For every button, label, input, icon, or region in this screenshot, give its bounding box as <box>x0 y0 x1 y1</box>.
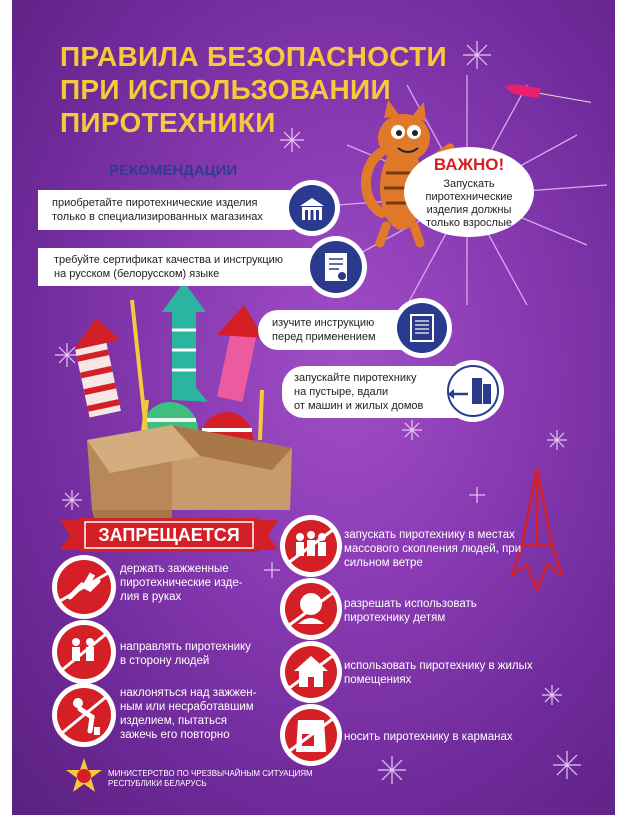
recommendations-heading: РЕКОМЕНДАЦИИ <box>109 162 238 179</box>
forbidden-text-line: помещениях <box>344 674 412 686</box>
recommendation-text: на пустыре, вдали <box>294 386 389 398</box>
forbidden-text-line: носить пиротехнику в карманах <box>344 731 513 743</box>
aim-at-people-icon <box>52 620 116 684</box>
title-line-2: ПРИ ИСПОЛЬЗОВАНИИ <box>60 74 391 105</box>
recommendation-item-location <box>282 366 462 418</box>
ministry-emblem <box>64 756 104 796</box>
forbidden-item-text <box>344 730 513 744</box>
forbidden-text-line: наклоняться над зажжен- <box>120 687 257 699</box>
store-icon <box>284 180 340 236</box>
recommendation-text: запускайте пиротехнику <box>294 372 417 384</box>
recommendation-item-certificate <box>38 248 328 286</box>
book-icon <box>392 298 452 358</box>
ministry-line: МИНИСТЕРСТВО ПО ЧРЕЗВЫЧАЙНЫМ СИТУАЦИЯМ <box>108 769 313 778</box>
recommendation-text: изучите инструкцию <box>272 317 375 329</box>
pocket-icon <box>280 704 342 766</box>
forbidden-text-line: зажечь его повторно <box>120 729 230 741</box>
buildings-icon <box>442 360 504 422</box>
forbidden-text-line: ным или несработавшим <box>120 701 254 713</box>
page-title <box>60 40 480 139</box>
forbidden-text-line: направлять пиротехнику <box>120 641 251 653</box>
recommendation-text: требуйте сертификат качества и инструкцию <box>54 254 284 266</box>
forbidden-text-line: лия в руках <box>120 591 182 603</box>
fireworks-illustration <box>74 282 292 530</box>
recommendation-text: перед применением <box>272 331 376 343</box>
forbidden-text-line: запускать пиротехнику в местах <box>344 529 515 541</box>
hand-firework-icon <box>52 555 116 619</box>
forbidden-heading: ЗАПРЕЩАЕТСЯ <box>98 525 240 545</box>
certificate-icon <box>305 236 367 298</box>
important-text: Запускать <box>443 178 495 190</box>
recommendation-text: только в специализированных магазинах <box>52 211 263 223</box>
child-icon <box>280 578 342 640</box>
forbidden-text-line: сильном ветре <box>344 557 423 569</box>
forbidden-item-text <box>120 640 251 668</box>
forbidden-text-line: использовать пиротехнику в жилых <box>344 660 533 672</box>
ministry-line: РЕСПУБЛИКИ БЕЛАРУСЬ <box>108 779 207 788</box>
forbidden-text-line: изделием, пытаться <box>120 715 228 727</box>
poster <box>12 0 615 815</box>
important-note <box>404 147 534 237</box>
recommendation-item-store <box>38 190 308 230</box>
forbidden-text-line: пиротехнические изде- <box>120 577 243 589</box>
important-text: пиротехнические <box>425 191 513 203</box>
forbidden-text-line: пиротехнику детям <box>344 612 446 624</box>
important-heading: ВАЖНО! <box>433 155 505 174</box>
recommendation-text: приобретайте пиротехнические изделия <box>52 197 258 209</box>
title-line-1: ПРАВИЛА БЕЗОПАСНОСТИ <box>60 41 447 72</box>
forbidden-text-line: разрешать использовать <box>344 598 477 610</box>
recommendation-text: от машин и жилых домов <box>294 400 424 412</box>
recommendation-text: на русском (белорусском) языке <box>54 268 220 280</box>
forbidden-item-text <box>120 686 256 742</box>
title-line-3: ПИРОТЕХНИКИ <box>60 107 276 138</box>
forbidden-item-text <box>120 562 243 604</box>
recommendation-item-instruction <box>258 310 414 350</box>
crowd-icon <box>280 515 342 577</box>
forbidden-text-line: в сторону людей <box>120 655 210 667</box>
important-text: только взрослые <box>426 217 512 229</box>
forbidden-text-line: массового скопления людей, при <box>344 543 522 555</box>
forbidden-item-text <box>344 659 533 687</box>
important-text: изделия должны <box>426 204 512 216</box>
bending-person-icon <box>52 683 116 747</box>
forbidden-item-text <box>344 528 521 570</box>
house-icon <box>280 641 342 703</box>
forbidden-text-line: держать зажженные <box>120 563 229 575</box>
forbidden-item-text <box>344 597 477 625</box>
ministry-label <box>108 769 313 789</box>
